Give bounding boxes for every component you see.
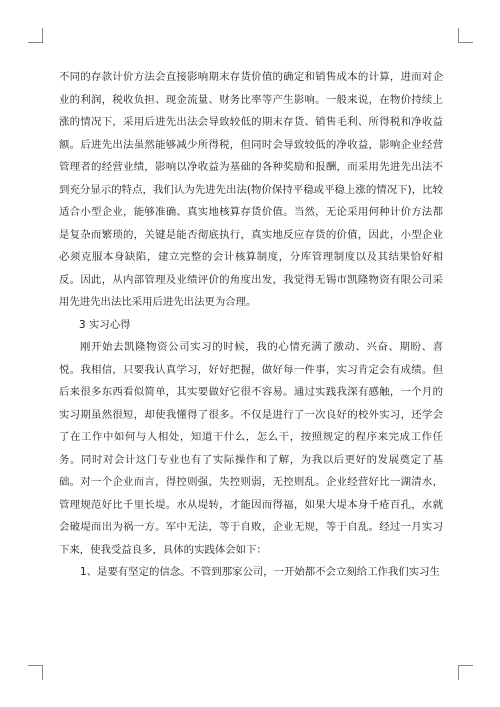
paragraph-internship-reflection: 刚开始去凯隆物资公司实习的时候，我的心情充满了激动、兴奋、期盼、喜悦。我相信，只要我认真学习，好好把握，做好每一件事，实习肯定会有成绩。但后来很多东西看似简单，其实要做好它很不容易。通过实践我深有感触，一个月的实习期虽然很短，却使我懂得了很多。不仅是进行了一次良好的校外实习，还学会了在工作中如何与人相处，知道干什么，怎么干，按照规定的程序来完成工作任务。同时对会计这门专业也有了实际操作和了解，为我以后更好的发展奠定了基础。对一个企业而言，得控则强，失控则弱，无控则乱。企业经营好比一湖清水，管理规范好比千里长堤。水从堤转，才能因而得福，如果大堤本身千疮百孔，水就会破堤而出为祸一方。军中无法，等于自败，企业无规，等于自乱。经过一月实习下来，使我受益良多，具体的实践体会如下： — [59, 341, 443, 556]
crop-mark-bottom-right — [458, 665, 473, 680]
paragraph-inventory-valuation: 不同的存款计价方法会直接影响期末存货价值的确定和销售成本的计算，进而对企业的利润，税收负担、现金流量、财务比率等产生影响。一般来说，在物价持续上涨的情况下，采用后进先出法会导致较低的期末存货、销售毛利、所得税和净收益额。后进先出法虽然能够减少所得税，但同时会导致较低的净收益，影响企业经营管理者的经营业绩，影响以净收益为基础的各种奖励和报酬，而采用先进先出法不到充分显示的特点，我们认为先进先出法(物价保持平稳或平稳上涨的情况下)，比较适合小型企业，能够准确、真实地核算存货价值。当然，无论采用何种计价方法都是复杂而繁琐的，关键是能否彻底执行，真实地反应存货的价值，因此，小型企业必须克服本身缺陷，建立完整的会计核算制度，分库管理制度以及其结果恰好相反。因此，从内部管理及业绩评价的角度出发，我觉得无锡市凯隆物资有限公司采用先进先出法比采用后进先出法更为合理。 — [59, 71, 443, 308]
section-heading-internship-experience: 3 实习心得 — [79, 318, 131, 331]
paragraph-point-one: 1、是要有坚定的信念。不管到那家公司，一开始都不会立刻给工作我们实习生 — [80, 566, 440, 578]
crop-mark-top-right — [458, 28, 473, 43]
crop-mark-bottom-left — [28, 665, 43, 680]
document-body — [59, 66, 443, 584]
crop-mark-top-left — [28, 28, 43, 43]
